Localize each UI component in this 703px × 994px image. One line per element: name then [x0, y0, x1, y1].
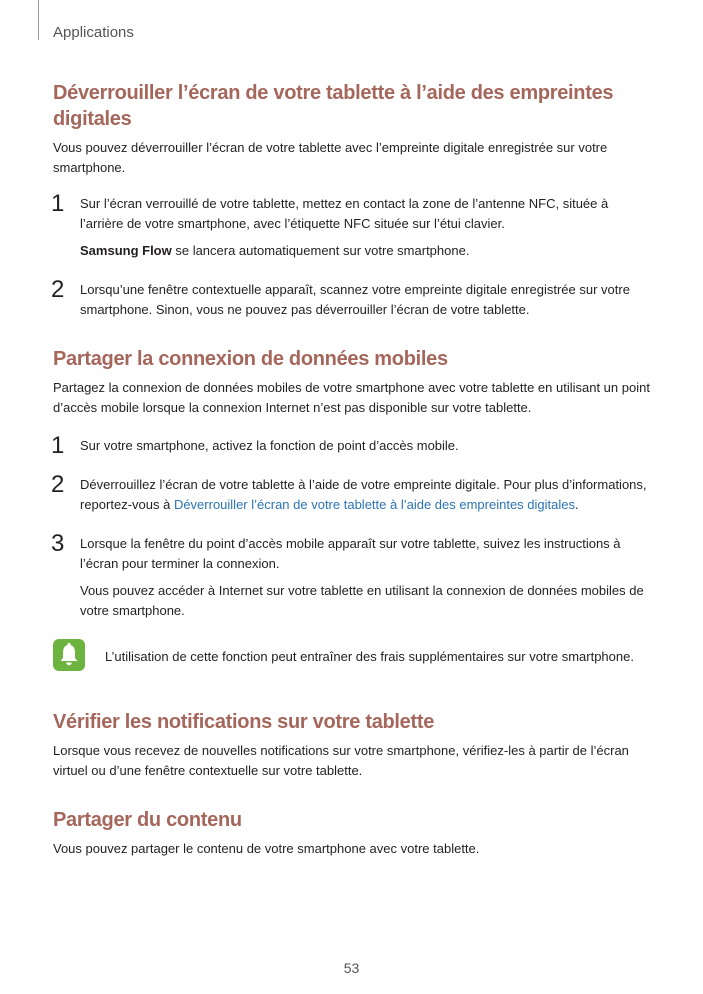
page-header: Applications — [53, 24, 134, 41]
step-text: Sur l’écran verrouillé de votre tablette, mettez en contact la zone de l’antenne NFC, située à l’arrière de votre smartphone, avec l’étiquette NFC située sur l’étui clavier. — [80, 196, 609, 231]
section-share-content — [53, 807, 653, 859]
step-text: Sur votre smartphone, activez la fonction de point d’accès mobile. — [80, 438, 459, 453]
section-title: Vérifier les notifications sur votre tablette — [53, 711, 435, 733]
section-unlock-fingerprint — [53, 80, 653, 320]
step-3 — [51, 530, 653, 621]
step-number: 1 — [51, 190, 65, 217]
section-share-mobile-data — [53, 346, 653, 679]
step-text: Lorsque la fenêtre du point d’accès mobile apparaît sur votre tablette, suivez les instructions à l’écran pour terminer la connexion. — [80, 536, 621, 571]
step-2 — [51, 471, 653, 515]
step-number: 3 — [51, 530, 65, 557]
cross-reference-link[interactable]: Déverrouiller l’écran de votre tablette à l’aide des empreintes digitales — [173, 497, 575, 512]
step-2 — [51, 276, 653, 320]
note-text: L’utilisation de cette fonction peut entraîner des frais supplémentaires sur votre smartphone. — [105, 649, 634, 664]
app-name: Samsung Flow — [80, 243, 172, 258]
section-intro: Vous pouvez partager le contenu de votre smartphone avec votre tablette. — [53, 841, 480, 856]
section-title: Partager la connexion de données mobiles — [53, 348, 448, 370]
step-text: Lorsqu’une fenêtre contextuelle apparaît, scannez votre empreinte digitale enregistrée sur votre smartphone. Sinon, vous ne pouvez pas déverrouiller l’écran de votre tablette. — [80, 282, 630, 317]
section-intro: Lorsque vous recevez de nouvelles notifications sur votre smartphone, vérifiez-les à partir de l’écran virtuel ou d’une fenêtre contextuelle sur votre tablette. — [53, 743, 629, 778]
step-text-before: Déverrouillez l’écran de votre tablette à l’aide de votre empreinte digitale. Pour plus d’informations, reportez-vous à — [80, 477, 647, 512]
section-check-notifications — [53, 709, 653, 781]
step-text — [80, 475, 653, 515]
section-title: Déverrouiller l’écran de votre tablette à l’aide des empreintes digitales — [53, 82, 614, 130]
note — [53, 647, 653, 679]
step-subtext: Vous pouvez accéder à Internet sur votre tablette en utilisant la connexion de données mobiles de votre smartphone. — [80, 583, 644, 618]
step-subtext — [80, 241, 653, 261]
margin-line — [38, 0, 39, 40]
section-intro: Vous pouvez déverrouiller l’écran de votre tablette avec l’empreinte digitale enregistrée sur votre smartphone. — [53, 140, 608, 175]
step-1 — [51, 432, 653, 459]
bell-icon — [53, 639, 85, 671]
step-number: 2 — [51, 276, 65, 303]
step-number: 2 — [51, 471, 65, 498]
section-intro: Partagez la connexion de données mobiles de votre smartphone avec votre tablette en utilisant un point d’accès mobile lorsque la connexion Internet n’est pas disponible sur votre tablette. — [53, 380, 650, 415]
step-subtext-rest: se lancera automatiquement sur votre smartphone. — [171, 243, 470, 258]
step-text-after: . — [574, 497, 579, 512]
step-number: 1 — [51, 432, 65, 459]
section-title: Partager du contenu — [53, 809, 242, 831]
document-body — [53, 80, 653, 879]
step-1 — [51, 190, 653, 261]
page-number: 53 — [343, 960, 360, 976]
